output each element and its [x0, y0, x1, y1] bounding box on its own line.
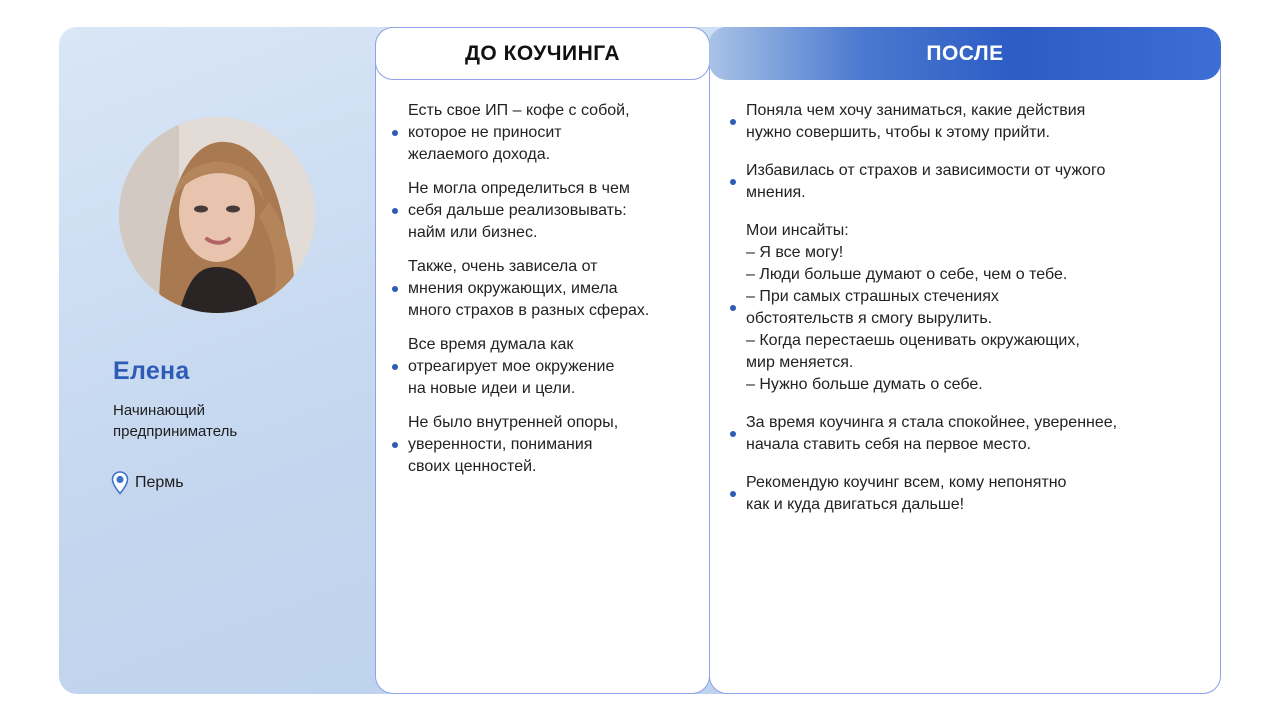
person-name: Елена	[113, 357, 190, 385]
list-item: Поняла чем хочу заниматься, какие действия нужно совершить, чтобы к этому прийти.	[730, 100, 1200, 144]
list-item: Все время думала как отреагирует мое окружение на новые идеи и цели.	[392, 334, 692, 400]
bullet-icon	[730, 119, 736, 125]
person-city	[111, 471, 184, 495]
after-header: ПОСЛЕ	[709, 27, 1221, 80]
profile-panel	[59, 27, 377, 694]
list-item: Избавилась от страхов и зависимости от чужого мнения.	[730, 160, 1200, 204]
avatar	[119, 117, 315, 313]
before-column	[375, 27, 710, 694]
person-role: Начинающий предприниматель	[113, 402, 238, 440]
list-item: Также, очень зависела от мнения окружающих, имела много страхов в разных сферах.	[392, 256, 692, 322]
before-header: ДО КОУЧИНГА	[375, 27, 710, 80]
after-list	[730, 100, 1200, 532]
list-item: Рекомендую коучинг всем, кому непонятно как и куда двигаться дальше!	[730, 472, 1200, 516]
list-item: Не могла определиться в чем себя дальше реализовывать: найм или бизнес.	[392, 178, 692, 244]
list-item: Есть свое ИП – кофе с собой, которое не приносит желаемого дохода.	[392, 100, 692, 166]
bullet-icon	[730, 179, 736, 185]
list-item: Мои инсайты: – Я все могу! – Люди больше думают о себе, чем о тебе. – При самых страшных стечениях обстоятельств я смогу вырулить. – Когда перестаешь оценивать окружающих, мир меняется. – Нужно больше думать о себе.	[730, 220, 1200, 396]
bullet-icon	[392, 364, 398, 370]
bullet-icon	[730, 431, 736, 437]
bullet-icon	[730, 305, 736, 311]
list-item: За время коучинга я стала спокойнее, увереннее, начала ставить себя на первое место.	[730, 412, 1200, 456]
list-item: Не было внутренней опоры, уверенности, понимания своих ценностей.	[392, 412, 692, 478]
before-list	[392, 100, 692, 490]
avatar-photo	[119, 117, 315, 313]
bullet-icon	[392, 442, 398, 448]
bullet-icon	[392, 130, 398, 136]
map-pin-icon	[111, 471, 129, 495]
bullet-icon	[392, 286, 398, 292]
bullet-icon	[730, 491, 736, 497]
bullet-icon	[392, 208, 398, 214]
after-column	[709, 27, 1221, 694]
city-label: Пермь	[135, 474, 184, 491]
